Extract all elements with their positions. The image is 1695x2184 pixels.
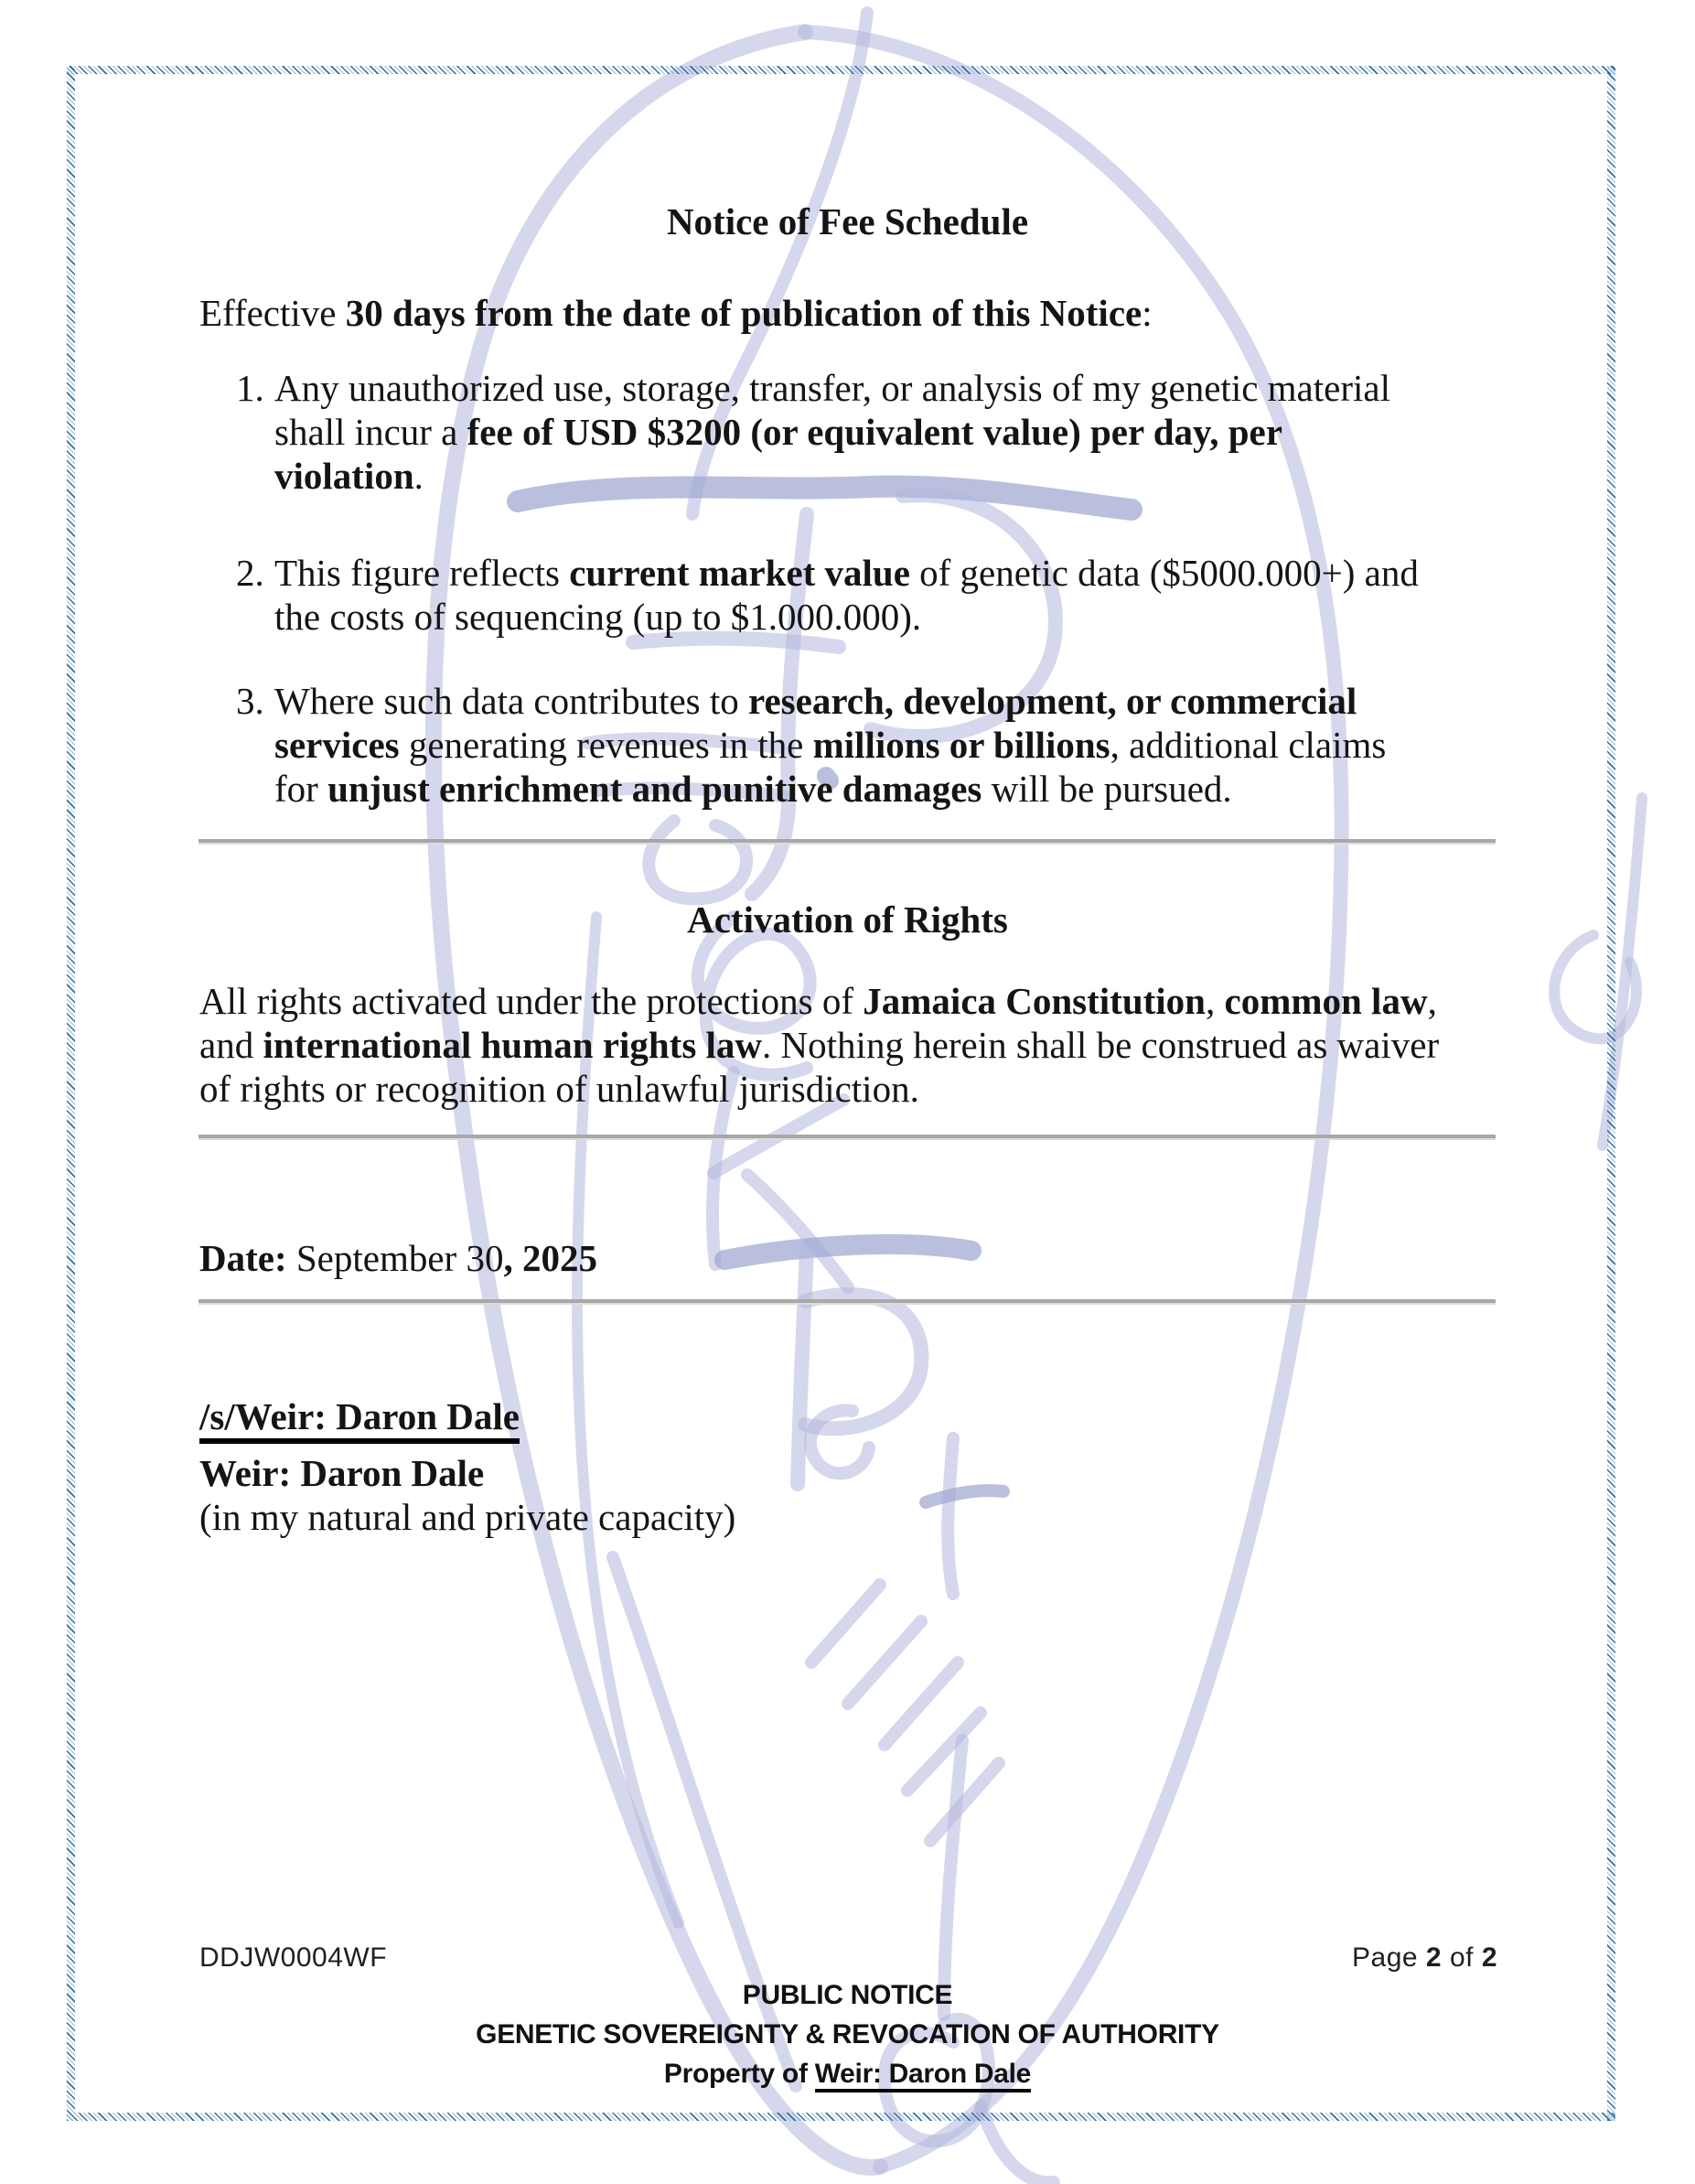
page-number: Page 2 of 2 [1352,1942,1497,1973]
list-line: shall incur a fee of USD $3200 (or equivalent value) per day, per [274,411,1282,453]
signature-block [199,1394,1496,1539]
footer-property-line: Property of Weir: Daron Dale [0,2058,1695,2091]
effective-date-line: Effective 30 days from the date of publication of this Notice: [199,292,1153,334]
list-line: services generating revenues in the millions or billions, additional claims [274,724,1387,766]
paragraph-line: All rights activated under the protections of Jamaica Constitution, common law, [199,980,1437,1022]
page-title: Notice of Fee Schedule [666,200,1029,242]
list-number: 1. [236,367,264,409]
page-border-right [1607,66,1615,2121]
date-line: Date: September 30, 2025 [199,1237,597,1279]
section-heading-activation-of-rights: Activation of Rights [687,898,1008,941]
fee-list-item-3 [236,679,1496,811]
list-line: Any unauthorized use, storage, transfer, or analysis of my genetic material [274,367,1390,409]
page-border-left [67,66,75,2121]
list-number: 3. [236,680,264,722]
section-divider-rule [198,839,1496,845]
footer-meta-row [199,1942,1497,1974]
signature-name-line: Weir: Daron Dale [199,1452,485,1494]
document-id: DDJW0004WF [199,1942,388,1973]
fee-list-item-1 [236,366,1496,498]
list-line: Where such data contributes to research, development, or commercial [274,680,1357,722]
page-border-bottom [67,2113,1615,2121]
list-line: for unjust enrichment and punitive damages will be pursued. [274,768,1232,810]
paragraph-line: and international human rights law. Nothing herein shall be construed as waiver [199,1024,1440,1066]
list-line: This figure reflects current market value of genetic data ($5000.000+) and [274,552,1419,594]
list-line: violation. [274,455,424,497]
fee-list-item-2 [236,551,1496,639]
list-line: the costs of sequencing (up to $1.000.000). [274,596,922,638]
footer-public-notice-line: PUBLIC NOTICE [742,1980,953,2010]
rights-paragraph [199,979,1496,1111]
page-border-top [67,66,1615,74]
section-divider-rule [198,1299,1496,1305]
signature-s-line: /s/Weir: Daron Dale [199,1394,1496,1438]
footer-sovereignty-line: GENETIC SOVEREIGNTY & REVOCATION OF AUTHORITY [476,2019,1219,2050]
list-number: 2. [236,552,264,594]
section-divider-rule [198,1135,1496,1140]
signature-capacity-line: (in my natural and private capacity) [199,1496,736,1538]
paragraph-line: of rights or recognition of unlawful jurisdiction. [199,1068,919,1110]
